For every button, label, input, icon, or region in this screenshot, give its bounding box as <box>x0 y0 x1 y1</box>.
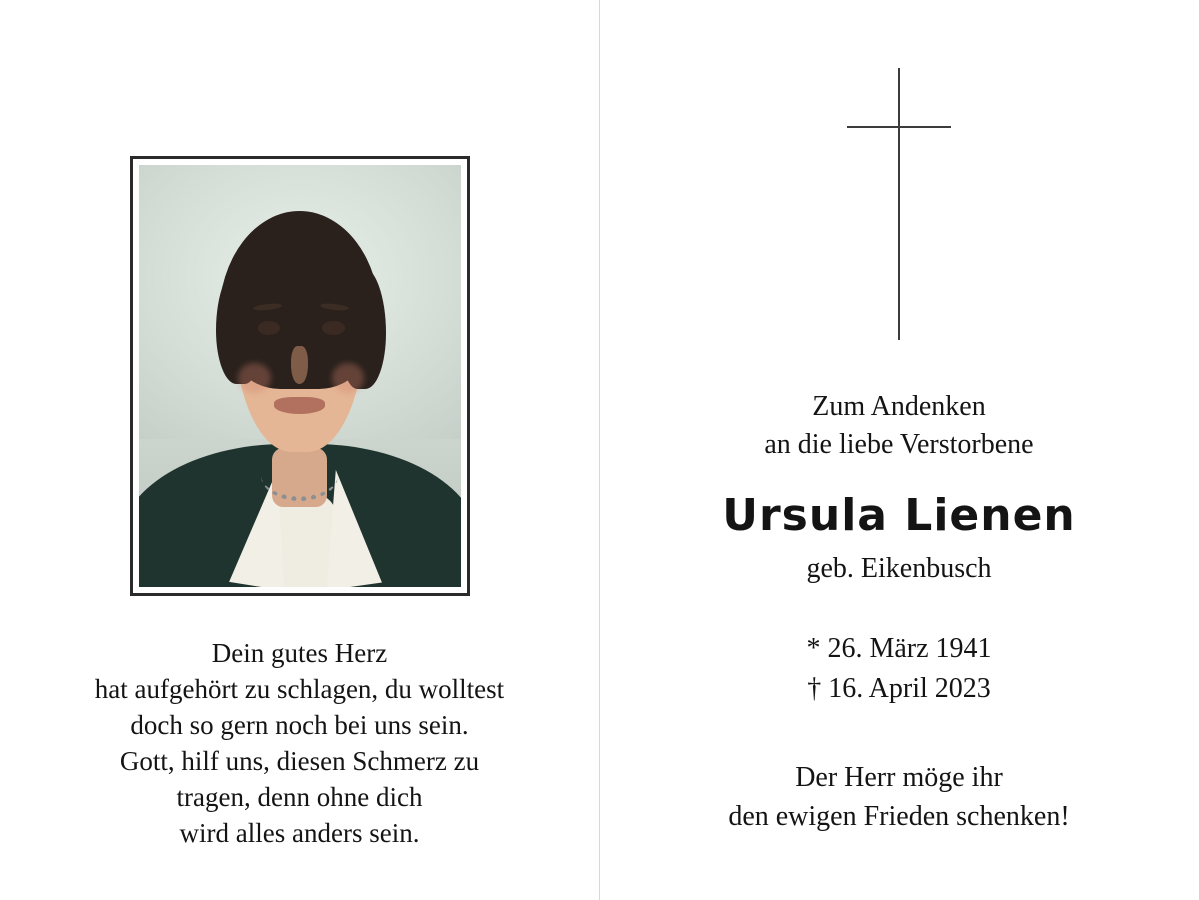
verse-line: Gott, hilf uns, diesen Schmerz zu <box>119 745 480 776</box>
card-right-panel <box>599 0 1199 900</box>
deceased-maiden-name: geb. Eikenbusch <box>806 552 992 584</box>
cross-icon <box>839 68 959 340</box>
card-left-panel <box>0 0 599 900</box>
intro-line: Zum Andenken <box>812 391 986 422</box>
portrait-of-deceased <box>139 165 461 587</box>
verse-line: Dein gutes Herz <box>211 638 388 668</box>
portrait-eye-right <box>322 321 345 335</box>
deceased-name: Ursula Lienen <box>722 489 1076 541</box>
portrait-cheek-left <box>238 363 270 393</box>
birth-date: * 26. März 1941 <box>806 632 992 664</box>
life-dates <box>722 629 1075 710</box>
portrait-frame <box>130 156 470 596</box>
verse-line: wird alles anders sein. <box>179 817 420 848</box>
verse-line: doch so gern noch bei uns sein. <box>130 709 469 740</box>
intro-line: an die liebe Verstorbene <box>764 428 1034 460</box>
cross-vertical-bar <box>898 68 900 340</box>
portrait-mouth <box>274 397 326 414</box>
cross-horizontal-bar <box>847 126 951 128</box>
verse-line: hat aufgehört zu schlagen, du wolltest <box>94 673 505 704</box>
memorial-text-block <box>722 388 1075 836</box>
portrait-necklace <box>261 449 338 500</box>
portrait-cheek-right <box>332 363 364 393</box>
memorial-intro <box>722 388 1075 464</box>
closing-line: den ewigen Frieden schenken! <box>728 800 1070 832</box>
portrait-nose <box>291 346 307 384</box>
portrait-eye-left <box>258 321 281 335</box>
closing-line: Der Herr möge ihr <box>795 761 1003 793</box>
closing-blessing <box>722 758 1075 836</box>
memorial-verse <box>95 636 504 851</box>
verse-line: tragen, denn ohne dich <box>176 781 423 812</box>
death-date: † 16. April 2023 <box>807 673 991 705</box>
